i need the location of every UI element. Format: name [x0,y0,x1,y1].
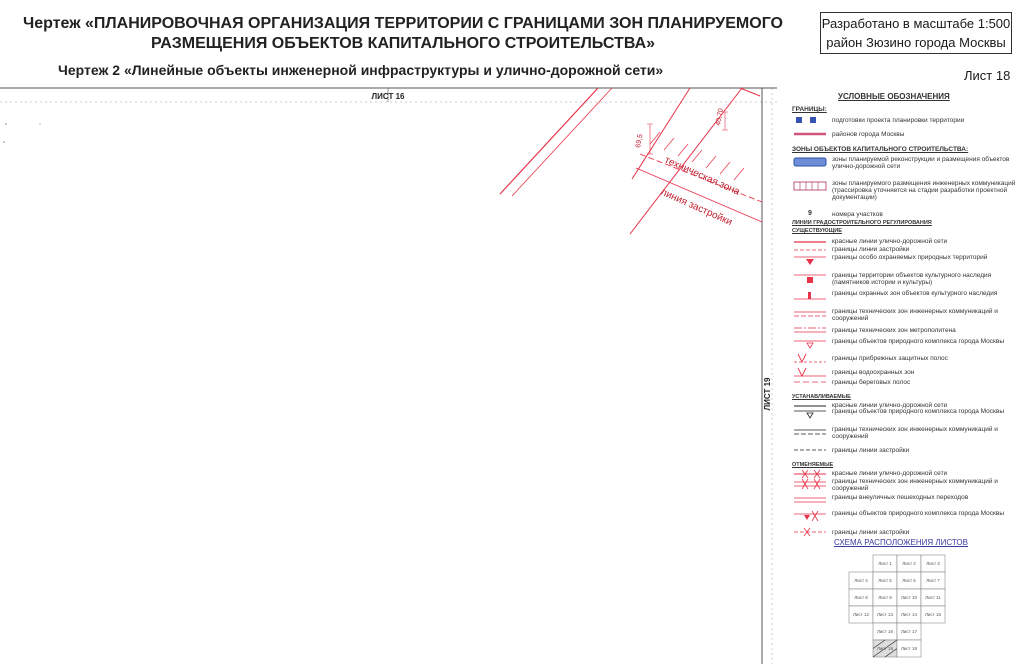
legend-section-set: УСТАНАВЛИВАЕМЫЕ [792,394,851,400]
scheme-cell-label: Лист 18 [876,646,894,651]
map-canvas [0,84,777,664]
cancelled-tech-zone-icon [792,478,828,490]
scheme-cell-label: Лист 8 [854,595,868,600]
scheme-cell [921,572,945,589]
scale-text: Разработано в масштабе 1:500 [821,16,1011,31]
map-area[interactable] [0,84,777,664]
scheme-cell [897,623,921,640]
scheme-cell-label: Лист 17 [900,629,918,634]
scheme-cell [897,640,921,657]
protected-area-icon [792,254,828,266]
sheet-right-label: ЛИСТ 19 [763,377,772,411]
scheme-cell-label: Лист 15 [924,612,942,617]
legend-section-cancel: ОТМЕНЯЕМЫЕ [792,462,834,468]
scheme-cell-label: Лист 10 [900,595,918,600]
legend-panel: УСЛОВНЫЕ ОБОЗНАЧЕНИЯ ГРАНИЦЫ: подготовки проекта планировки территории районов города Москвы ЗОНЫ ОБЪЕКТОВ КАПИТАЛЬНОГО СТРОИТЕЛЬСТВА: зоны планируемой реконструкции и размещения объектов улично-дорожной сети зоны планируемого размещения инженерных коммуникаций (трассировка уточняется на стадии разработки проектной документации) 9 номера участков ЛИНИИ ГРАДОСТРОИТЕЛЬНОГО РЕГУЛИРОВАНИЯ СУЩЕСТВУЮЩИЕ красные линии улично-дорожной сети границы линии застройки границы особо охраняемых природных территорий границы территории объектов культурного наследия (памятников истории и культуры) границы охранных зон объектов культурного наследия границы технических зон инженерных коммуникаций и сооружений границы технических зон метрополитена границы объектов природного комплекса города Москвы границы прибрежных защитных полос границы водоохранных зон границы береговых полос УСТАНАВЛИВАЕМЫЕ красные линии улично-дорожной сети границы объектов природного комплекса города Москвы границы технических зон инженерных коммуникаций и сооружений границы линии застройки ОТМЕНЯЕМЫЕ красные линии улично-дорожной сети границы технических зон инженерных коммуникаций и сооружений границы внеуличных пешеходных переходов границы объектов природного комплекса города Москвы границы линии застройки СХЕМА РАСПОЛОЖЕНИЯ ЛИСТОВ Лист 1 Лист 2 Лист 3 Лист 4 Лист 5 Лист 6 Лист 7 Лист 8 Лист 9 Лист 10 Лист 11 Лист 12 Лист 13 Лист 14 Лист 15 Лист 16 Лист 17 Лист 18 Лист 19 [778,84,1022,664]
new-tech-zone-icon [792,426,828,438]
tech-zone-icon [792,308,828,320]
scheme-cell [921,555,945,572]
scale-box [820,12,1012,54]
scheme-cell [873,640,897,657]
road-zone-icon [792,156,828,168]
title-line-2: РАЗМЕЩЕНИЯ ОБЪЕКТОВ КАПИТАЛЬНОГО СТРОИТЕЛЬСТВА» [150,35,656,52]
scheme-cell [921,589,945,606]
title-line-1: Чертеж «ПЛАНИРОВОЧНАЯ ОРГАНИЗАЦИЯ ТЕРРИТОРИИ С ГРАНИЦАМИ ЗОН ПЛАНИРУЕМОГО [23,15,783,32]
scheme-cell [873,589,897,606]
legend-section-lines: ЛИНИИ ГРАДОСТРОИТЕЛЬНОГО РЕГУЛИРОВАНИЯ [792,220,932,226]
scheme-cell [873,606,897,623]
scheme-cell-label: Лист 6 [902,578,916,583]
scheme-cell [897,589,921,606]
heritage-protection-icon [792,290,828,302]
blue-square-border-icon [792,114,828,126]
scheme-cell-label: Лист 5 [878,578,892,583]
dim-label-1: 69,5 [635,133,645,149]
scheme-cell-label: Лист 16 [876,629,894,634]
legend-section-borders: ГРАНИЦЫ: [792,106,827,113]
scheme-cell [849,606,873,623]
scheme-cell-label: Лист 13 [876,612,894,617]
metro-zone-icon [792,324,828,336]
district-text: район Зюзино города Москвы [826,35,1006,50]
cancelled-building-line-icon [792,526,828,538]
dim-mark-2 [647,124,653,154]
plot-number-icon: 9 [808,210,812,217]
map-dots [3,123,40,143]
legend-section-existing: СУЩЕСТВУЮЩИЕ [792,228,842,234]
scheme-cell-label: Лист 4 [854,578,868,583]
cancelled-nature-complex-icon [792,510,828,522]
dim-label-2: 40,70 [715,107,726,127]
scheme-cell [897,555,921,572]
scheme-cell [873,572,897,589]
scheme-cell [849,589,873,606]
scheme-cell [921,606,945,623]
district-border-icon [792,128,828,140]
red-line-5 [740,88,760,96]
coastal-strip-icon [792,352,828,364]
scheme-cell-label: Лист 14 [900,612,918,617]
drawing-subtitle: Чертеж 2 «Линейные объекты инженерной инфраструктуры и улично-дорожной сети» [58,62,664,78]
drawing-title [18,14,788,54]
scheme-cell-label: Лист 1 [878,561,892,566]
scheme-cell [873,623,897,640]
scheme-cell-label: Лист 2 [902,561,916,566]
legend-title: УСЛОВНЫЕ ОБОЗНАЧЕНИЯ [838,92,950,101]
scheme-cell [897,606,921,623]
tech-zone-label: техническая зона [662,154,742,198]
red-line-4 [630,88,742,234]
scheme-cell-label: Лист 3 [926,561,940,566]
scheme-cell-label: Лист 19 [900,646,918,651]
sheet-layout-scheme [848,554,948,660]
legend-section-zones: ЗОНЫ ОБЪЕКТОВ КАПИТАЛЬНОГО СТРОИТЕЛЬСТВА: [792,146,969,153]
shore-strip-icon [792,376,828,388]
sheet-scheme-title: СХЕМА РАСПОЛОЖЕНИЯ ЛИСТОВ [834,538,968,547]
scheme-cell [849,572,873,589]
scheme-cell-label: Лист 11 [925,595,941,600]
red-line-1 [500,88,598,194]
scheme-cell-label: Лист 12 [852,612,870,617]
scheme-cell-label: Лист 9 [878,595,892,600]
nature-complex-icon [792,338,828,350]
scheme-cell-label: Лист 7 [926,578,940,583]
new-building-line-icon [792,444,828,456]
cancelled-crossing-icon [792,494,828,506]
building-line-label: линия застройки [658,186,734,229]
utility-zone-icon [792,180,828,192]
scheme-cell [873,555,897,572]
scheme-cell [897,572,921,589]
sheet-top-label: ЛИСТ 16 [371,92,405,101]
new-nature-complex-icon [792,408,828,420]
sheet-number: Лист 18 [964,68,1011,83]
heritage-area-icon [792,272,828,284]
red-line-2 [512,88,612,196]
